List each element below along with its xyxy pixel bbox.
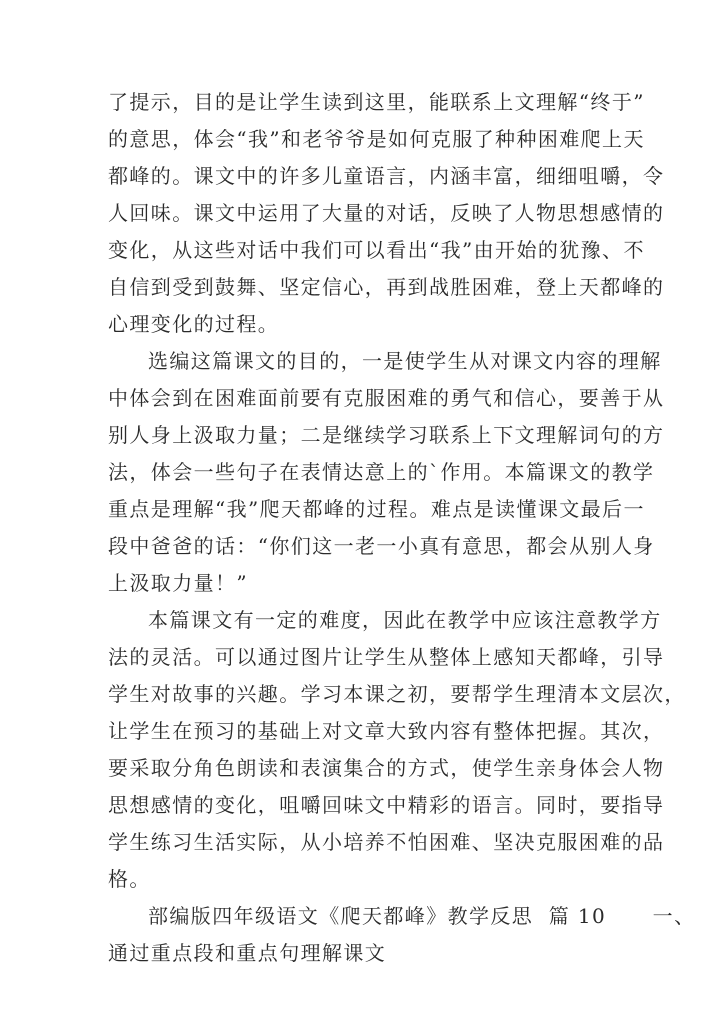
text-line: 的意思，体会“我”和老爷爷是如何克服了种种困难爬上天 — [108, 127, 645, 151]
text-line: 学生对故事的兴趣。学习本课之初，要帮学生理清本文层次， — [108, 682, 686, 706]
text-line: 本篇课文有一定的难度，因此在教学中应该注意教学方 — [148, 608, 662, 632]
text-line: 选编这篇课文的目的，一是使学生从对课文内容的理解 — [148, 349, 662, 373]
text-line: 中体会到在困难面前要有克服困难的勇气和信心，要善于从 — [108, 386, 665, 410]
paragraph — [108, 898, 696, 972]
text-line: 重点是理解“我”爬天都峰的过程。难点是读懂课文最后一 — [108, 497, 645, 521]
text-line: 法，体会一些句子在表情达意上的`作用。本篇课文的教学 — [108, 460, 655, 484]
text-line: 让学生在预习的基础上对文章大致内容有整体把握。其次， — [108, 719, 665, 743]
text-line: 心理变化的过程。 — [108, 312, 280, 336]
text-line: 学生练习生活实际，从小培养不怕困难、坚决克服困难的品 — [108, 830, 665, 854]
document-body — [108, 84, 696, 972]
text-line: 通过重点段和重点句理解课文 — [108, 941, 387, 965]
paragraph — [108, 343, 665, 602]
paragraph — [108, 602, 686, 898]
text-line: 法的灵活。可以通过图片让学生从整体上感知天都峰，引导 — [108, 645, 665, 669]
text-line: 别人身上汲取力量；二是继续学习联系上下文理解词句的方 — [108, 423, 665, 447]
text-line: 段中爸爸的话：“你们这一老一小真有意思，都会从别人身 — [108, 534, 655, 558]
text-line: 人回味。课文中运用了大量的对话，反映了人物思想感情的 — [108, 201, 665, 225]
text-line: 变化，从这些对话中我们可以看出“我”由开始的犹豫、不 — [108, 238, 645, 262]
text-line: 部编版四年级语文《爬天都峰》教学反思 篇 10 一、 — [148, 904, 696, 928]
text-line: 自信到受到鼓舞、坚定信心，再到战胜困难，登上天都峰的 — [108, 275, 665, 299]
text-line: 上汲取力量！” — [108, 571, 249, 595]
text-line: 思想感情的变化，咀嚼回味文中精彩的语言。同时，要指导 — [108, 793, 665, 817]
text-line: 了提示，目的是让学生读到这里，能联系上文理解“终于” — [108, 90, 645, 114]
text-line: 格。 — [108, 867, 151, 891]
paragraph — [108, 84, 665, 343]
text-line: 要采取分角色朗读和表演集合的方式，使学生亲身体会人物 — [108, 756, 665, 780]
text-line: 都峰的。课文中的许多儿童语言，内涵丰富，细细咀嚼，令 — [108, 164, 665, 188]
